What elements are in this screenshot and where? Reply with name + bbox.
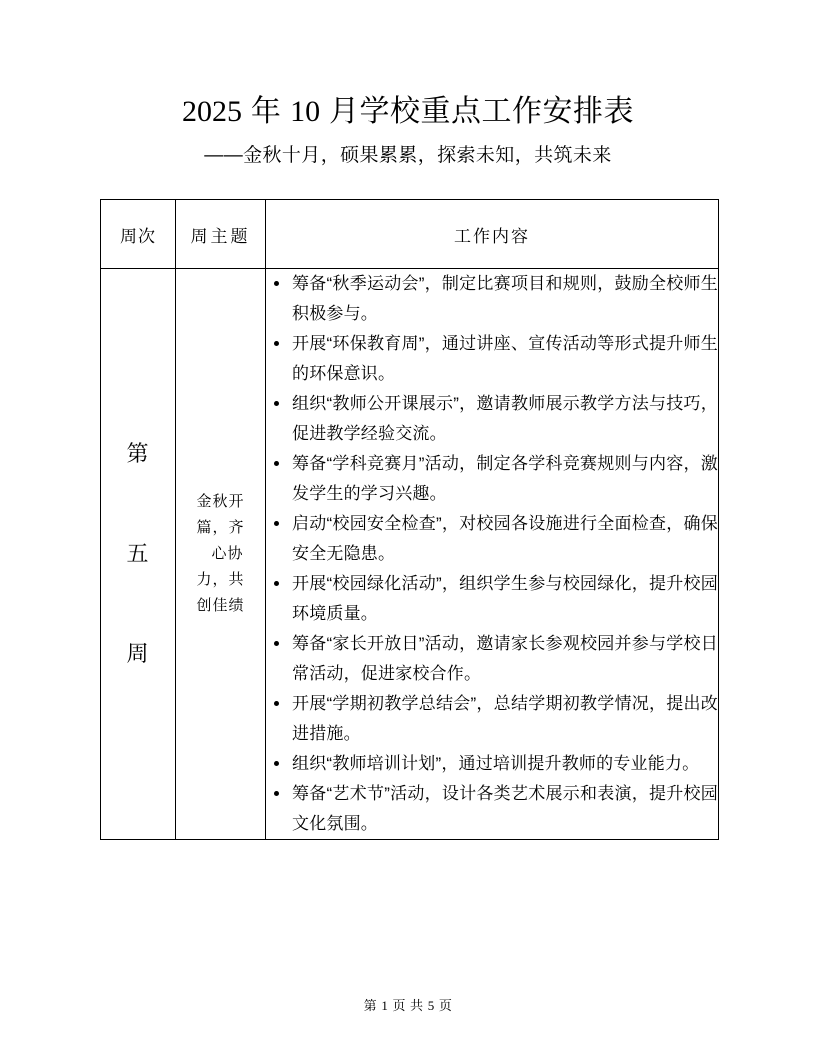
bullet-icon: [274, 341, 279, 346]
theme-line: 金秋开: [196, 493, 245, 510]
page-title: [60, 92, 756, 132]
theme-cell: [176, 269, 266, 840]
list-item-text: 筹备“学科竞赛月”活动，制定各学科竞赛规则与内容，激发学生的学习兴趣。: [292, 454, 718, 503]
list-item-text: 组织“教师培训计划”，通过培训提升教师的专业能力。: [292, 754, 700, 773]
bullet-icon: [274, 581, 279, 586]
theme-line: 篇，齐: [196, 519, 245, 536]
week-cell: [101, 269, 176, 840]
bullet-icon: [274, 521, 279, 526]
list-item-text: 筹备“家长开放日”活动，邀请家长参观校园并参与学校日常活动，促进家校合作。: [292, 634, 718, 683]
list-item: [266, 389, 718, 449]
list-item-text: 筹备“艺术节”活动，设计各类艺术展示和表演，提升校园文化氛围。: [292, 784, 718, 833]
bullet-icon: [274, 461, 279, 466]
bullet-icon: [274, 281, 279, 286]
footer-total-pages: 5: [427, 998, 435, 1013]
list-item-text: 开展“校园绿化活动”，组织学生参与校园绿化，提升校园环境质量。: [292, 574, 718, 623]
work-schedule-table: [100, 199, 719, 840]
theme-line: 力，共: [196, 571, 245, 588]
footer-current-page: 1: [381, 998, 389, 1013]
table-header-row: [101, 200, 719, 269]
title-year-unit: 年: [250, 95, 282, 128]
footer-prefix: 第: [363, 998, 378, 1013]
table-row: [101, 269, 719, 840]
list-item: [266, 749, 718, 779]
list-item: [266, 269, 718, 329]
list-item: [266, 779, 718, 839]
list-item: [266, 449, 718, 509]
bullet-icon: [274, 761, 279, 766]
title-month-rest: 月学校重点工作安排表: [329, 95, 635, 128]
list-item: [266, 629, 718, 689]
week-char: 第: [126, 441, 150, 466]
list-item-text: 开展“学期初教学总结会”，总结学期初教学情况，提出改进措施。: [292, 694, 718, 743]
column-header-theme: 周主题: [176, 200, 266, 269]
page-footer: [0, 997, 816, 1015]
list-item-text: 筹备“秋季运动会”，制定比赛项目和规则，鼓励全校师生积极参与。: [292, 274, 718, 323]
list-item: [266, 689, 718, 749]
list-item-text: 启动“校园安全检查”，对校园各设施进行全面检查，确保安全无隐患。: [292, 514, 718, 563]
bullet-icon: [274, 401, 279, 406]
list-item: [266, 329, 718, 389]
page-subtitle: ——金秋十月，硕果累累，探索未知，共筑未来: [204, 145, 612, 166]
work-item-list: [266, 269, 718, 839]
week-char: 周: [126, 641, 150, 666]
list-item: [266, 509, 718, 569]
column-header-content: 工作内容: [266, 200, 719, 269]
list-item-text: 组织“教师公开课展示”，邀请教师展示教学方法与技巧，促进教学经验交流。: [292, 394, 718, 443]
bullet-icon: [274, 641, 279, 646]
list-item: [266, 569, 718, 629]
column-header-week: 周次: [101, 200, 176, 269]
title-block: [60, 92, 756, 169]
theme-line: 创佳绩: [196, 597, 245, 614]
theme-line: 心协: [211, 545, 244, 562]
content-cell: [266, 269, 719, 840]
title-year: 2025: [181, 95, 242, 128]
bullet-icon: [274, 701, 279, 706]
footer-suffix: 页: [438, 998, 453, 1013]
list-item-text: 开展“环保教育周”，通过讲座、宣传活动等形式提升师生的环保意识。: [292, 334, 718, 383]
title-month: 10: [290, 95, 321, 128]
footer-middle: 页 共: [392, 998, 424, 1013]
bullet-icon: [274, 791, 279, 796]
week-char: 五: [126, 541, 150, 566]
